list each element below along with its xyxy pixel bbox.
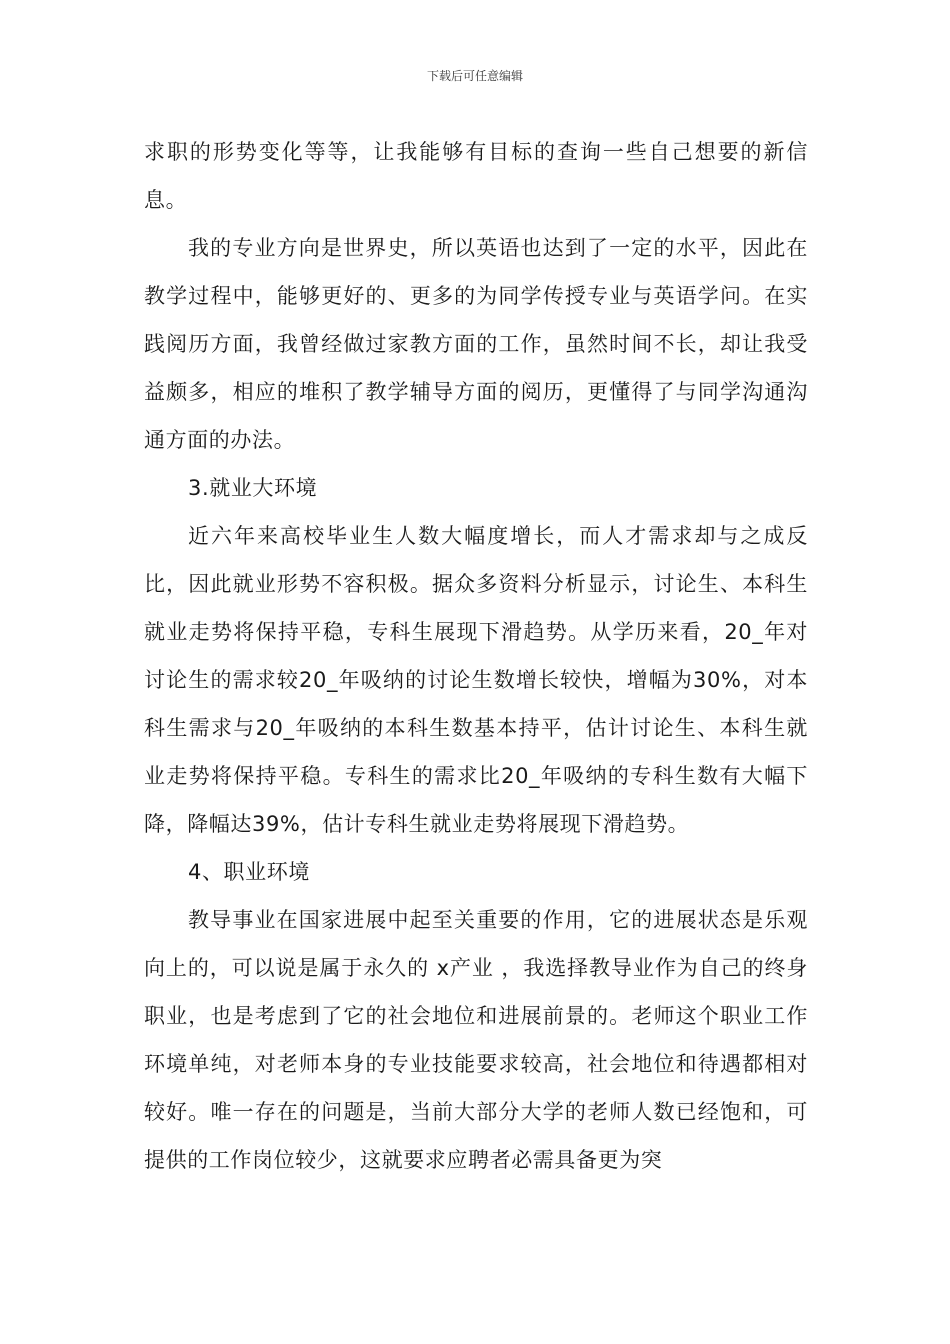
paragraph-employment-trends: 近六年来高校毕业生人数大幅度增长，而人才需求却与之成反比，因此就业形势不容积极。据众多资料分析显示，讨论生、本科生就业走势将保持平稳，专科生展现下滑趋势。从学历来看，20_年对讨论生的需求较20_年吸纳的讨论生数增长较快，增幅为30%，对本科生需求与20_年吸纳的本科生数基本持平，估计讨论生、本科生就业走势将保持平稳。专科生的需求比20_年吸纳的专科生数有大幅下降，降幅达39%，估计专科生就业走势将展现下滑趋势。 — [144, 524, 808, 836]
page-header: 下载后可任意编辑 — [426, 69, 523, 83]
section-heading-career-environment: 4、职业环境 — [188, 860, 310, 884]
document-body — [144, 128, 808, 1184]
paragraph-major-english: 我的专业方向是世界史，所以英语也达到了一定的水平，因此在教学过程中，能够更好的、更多的为同学传授专业与英语学问。在实践阅历方面，我曾经做过家教方面的工作，虽然时间不长，却让我受益颇多，相应的堆积了教学辅导方面的阅历，更懂得了与同学沟通沟通方面的办法。 — [144, 236, 808, 452]
paragraph-education-career: 教导事业在国家进展中起至关重要的作用，它的进展状态是乐观向上的，可以说是属于永久的 x产业 ，我选择教导业作为自己的终身职业，也是考虑到了它的社会地位和进展前景的。老师这个职业工作环境单纯，对老师本身的专业技能要求较高，社会地位和待遇都相对较好。唯一存在的问题是，当前大部分大学的老师人数已经饱和，可提供的工作岗位较少，这就要求应聘者必需具备更为突 — [144, 908, 808, 1172]
paragraph-continuation: 求职的形势变化等等，让我能够有目标的查询一些自己想要的新信息。 — [144, 140, 808, 212]
section-heading-employment-environment: 3.就业大环境 — [188, 476, 318, 500]
